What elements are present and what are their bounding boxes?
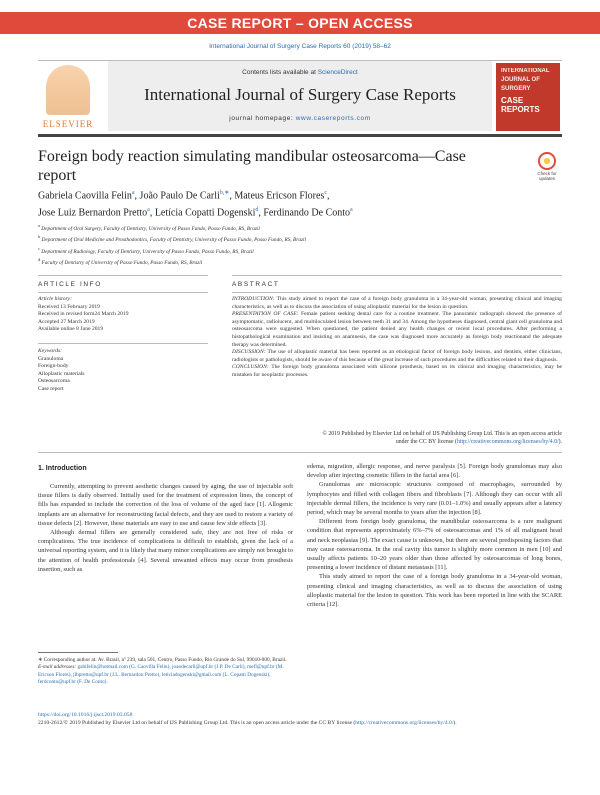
keyword-item: Granuloma <box>38 355 64 362</box>
keyword-item: Case report <box>38 385 64 392</box>
keyword-item: Osteosarcoma <box>38 378 70 384</box>
author-name[interactable]: Jose Luiz Bernardon Pretto <box>38 207 148 219</box>
journal-header-center <box>108 61 492 131</box>
divider <box>232 292 562 293</box>
body-paragraph: Different from foreign body granuloma, the mandibular osteosarcoma is a rare malignant condition that represents approximately 6%–7% of osteosarcomas and 1% of all malignant head and neck neoplasias [9]. The exact cause is unknown, but there are several predisposing factors that may cause osteosarcoma. In the oral cavity this tumor is slightly more common in men [10] and usually affects patients 10–20 years older than those affected by osteosarcomas of long bones, presenting a lower incidence of distant metastasis [11]. <box>307 518 562 572</box>
history-item: Available online 8 June 2019 <box>38 326 104 332</box>
contents-prefix: Contents lists available at <box>242 69 316 76</box>
history-label: Article history: <box>38 296 73 302</box>
author-sup[interactable]: a <box>147 207 150 214</box>
author-sup[interactable]: a <box>350 207 353 214</box>
journal-cover-image[interactable] <box>496 63 560 131</box>
abstract-conclusion: CONCLUSION: The foreign body granuloma associated with silicone prosthesis, based on its clinical and imaging characteristics, may be mistaken for neoplastic processes. <box>232 364 562 378</box>
doi-link[interactable]: https://doi.org/10.1016/j.ijscr.2019.03.058 <box>38 712 133 718</box>
contents-line <box>108 69 492 76</box>
journal-title: International Journal of Surgery Case Reports <box>144 85 456 104</box>
author-name[interactable]: Letícia Copatti Dogenski <box>154 207 256 219</box>
abstract-discussion: DISCUSSION: The use of alloplastic material has been reported as an etiological factor of foreign body lesions, and dentists, either clinicians, radiologists or pathologists, should be aware of this because of the great increase of such procedures and the difficulties related to their diagnosis. <box>232 349 562 363</box>
check-updates-label: Check for updates <box>537 171 557 181</box>
author-name[interactable]: Ferdinando De Conto <box>263 207 351 219</box>
issn-line: 2210-2612/© 2019 Published by Elsevier Ltd on behalf of IJS Publishing Group Ltd. This is an open access article under the CC BY license ( <box>38 719 356 726</box>
cover-title: INTERNATIONAL JOURNAL OF SURGERY <box>501 68 550 92</box>
body-paragraph: edema, migration, allergic response, and nerve paralysis [5]. Foreign body granulomas may also develop after injecting cosmetic fillers in the facial area [6]. <box>307 463 562 480</box>
affiliation-item: $^a$ Department of Oral Surgery, Faculty of Dentistry, University of Passo Fundo, Passo Fundo, RS, Brazil <box>38 223 260 232</box>
history-item: Received in revised form24 March 2019 <box>38 311 129 317</box>
article-info-heading: ARTICLE INFO <box>38 281 102 288</box>
affiliation-item: $^d$ Faculty of Dentistry of University of Passo Fundo, Passo Fundo, RS, Brazil <box>38 256 203 266</box>
keyword-item: Alloplastic materials <box>38 370 85 377</box>
footnote-rule <box>38 652 118 653</box>
article-title: Foreign body reaction simulating mandibular osteosarcoma—Case report <box>38 148 466 184</box>
homepage-line <box>108 115 492 122</box>
cover-text: CASE REPORTS <box>501 96 540 114</box>
abstract-copyright: © 2019 Published by Elsevier Ltd on behalf of IJS Publishing Group Ltd. This is an open access article under the CC BY license (http://creativecommons.org/licenses/by/4.0/). <box>322 431 562 445</box>
abstract-heading: ABSTRACT <box>232 281 280 288</box>
author-sup[interactable]: d <box>255 207 259 214</box>
body-paragraph: Granulomas are microscopic structures composed of macrophages, surrounded by lymphocytes and filled with collagen fibers and fibroblasts [7]. Although they can occur with all injectable dermal fillers, the incidence is very rare (0.01–1.0%) and usually appears after a latency period, which may be several months to years after the injection [8]. <box>307 481 562 517</box>
homepage-link[interactable]: www.casereports.com <box>295 115 371 122</box>
author-name[interactable]: Mateus Ericson Flores <box>234 190 325 202</box>
check-for-updates-button[interactable] <box>534 152 560 182</box>
sciencedirect-link[interactable]: ScienceDirect <box>317 69 358 76</box>
body-column-right <box>307 462 562 609</box>
keyword-item: Foreign-body <box>38 363 69 369</box>
affiliation-item: $^c$ Department of Radiology, Faculty of Dentistry, University of Passo Fundo, Passo Fundo, RS, Brazil <box>38 245 254 255</box>
body-column-left <box>38 482 293 574</box>
divider <box>38 452 562 453</box>
affiliation-item: $^b$ Department of Oral Medicine and Prosthodontics, Faculty of Dentistry, University of Passo Fundo, Passo Fundo, RS, Brazil <box>38 234 307 244</box>
footnote <box>38 657 293 687</box>
divider <box>38 292 208 293</box>
author-sup[interactable]: b,∗ <box>219 190 230 196</box>
author-sup[interactable]: a <box>131 190 135 196</box>
body-paragraph: This study aimed to report the case of a foreign body granuloma in a 34-year-old woman, presenting clinical and imaging characteristics, as well as to discuss the association of using alloplastic material for the lesion in question. This work has been reported in line with the SCARE criteria [12]. <box>307 573 562 609</box>
abstract-intro: INTRODUCTION: This study aimed to report the case of a foreign body granuloma in a 34-year-old woman, presenting clinical and imaging characteristics, as well as to discuss the association of using alloplastic material for the lesion in question. <box>232 296 562 310</box>
author-name[interactable]: João Paulo De Carli <box>139 190 220 202</box>
divider <box>38 343 208 344</box>
corresponding-author: ∗ Corresponding author at: Av. Brasil, nº 239, sala 501, Centro, Passo Fundo, Rio Grande do Sul, 99010-000, Brazil. <box>38 657 287 663</box>
author-name[interactable]: Gabriela Caovilla Felin <box>38 190 132 202</box>
author-sup[interactable]: c <box>324 190 328 196</box>
elsevier-logo-text: ELSEVIER <box>42 119 94 129</box>
affiliations <box>38 222 562 267</box>
abstract-body <box>232 296 562 380</box>
elsevier-tree-icon <box>46 65 90 115</box>
journal-citation-link[interactable]: International Journal of Surgery Case Reports 60 (2019) 58–62 <box>209 43 391 50</box>
history-item: Received 13 February 2019 <box>38 303 100 310</box>
body-paragraph: Although dermal fillers are generally considered safe, they are not free of risks or complications. The true incidence of complications is difficult to establish, given the lack of a universal reporting system, and it is likely that many minor complications are simply not brought to the attention of health professionals [4]. Several unwanted effects may occur from prosthesis insertion, such as <box>38 529 293 573</box>
elsevier-logo[interactable] <box>40 63 96 129</box>
journal-header <box>38 60 562 137</box>
divider <box>38 275 208 276</box>
section-heading-introduction: 1. Introduction <box>38 465 87 472</box>
author-list: Gabriela Caovilla Felin$^a$, João Paulo De Carli$^{b,∗}$, Mateus Ericson Flores$^c$, Jose Luiz Bernardon Pretto$^a$, Letícia Copatti Dogenski$^d$, Ferdinando De Conto$^a$ <box>38 190 353 219</box>
article-history <box>38 296 208 334</box>
article-footer: https://doi.org/10.1016/j.ijscr.2019.03.058 2210-2612/© 2019 Published by Elsevier Ltd on behalf of IJS Publishing Group Ltd. This is an open access article under the CC BY license (http://creativecommons.org/licenses/by/4.0/). <box>38 712 562 727</box>
homepage-prefix: journal homepage: <box>229 115 294 122</box>
divider <box>232 275 562 276</box>
keywords <box>38 348 208 393</box>
license-link[interactable]: http://creativecommons.org/licenses/by/4.0/ <box>456 439 559 445</box>
abstract-case: PRESENTATION OF CASE: Female patient seeking dental care for a routine treatment. The panoramic radiograph showed the presence of asymptomatic, radiolucent, and multiloculated lesion between teeth 31 and 34. Among the hypotheses diagnosed, central giant cell granuloma and osteosarcoma were suggested. When questioned, the patient denied any health changes or recent local procedures. After performing a histopathological examination and insisting on anamnesis, the case was diagnosed more accurately as foreign body reactionand the adequate therapy was determined. <box>232 311 562 348</box>
email-label: E-mail addresses: <box>38 664 77 671</box>
keywords-label: Keywords: <box>38 348 63 354</box>
history-item: Accepted 27 March 2019 <box>38 318 95 325</box>
check-updates-icon <box>538 152 556 170</box>
open-access-banner: CASE REPORT – OPEN ACCESS <box>0 12 600 34</box>
footer-license-link[interactable]: http://creativecommons.org/licenses/by/4.0/ <box>355 719 454 726</box>
email-addresses[interactable]: gabifelin@hotmail.com (G. Caovilla Felin), joaodecarli@upf.br (J.P. De Carli), mefl@upf.br (M. Ericson Flores), jlbpretto@upf.br (J.L. Bernardon Pretto), leticiadogenski@gmail.com (L. Copatti Dogenski), ferdconto@upf.br (F. De Conto). <box>38 664 284 686</box>
body-paragraph: Currently, attempting to prevent aesthetic changes caused by aging, the use of injectable soft tissue fillers is daily observed. Initially used for the treatment of expression lines, the concept of fills has expanded to include the correction of the loss of volume of the aged face [1]. Allogenic implants are an alternative for reconstructing facial defects, and they are used to restore a variety of tissue defects [2]. However, these materials are easy to use and cause few side effects [3]. <box>38 483 293 527</box>
